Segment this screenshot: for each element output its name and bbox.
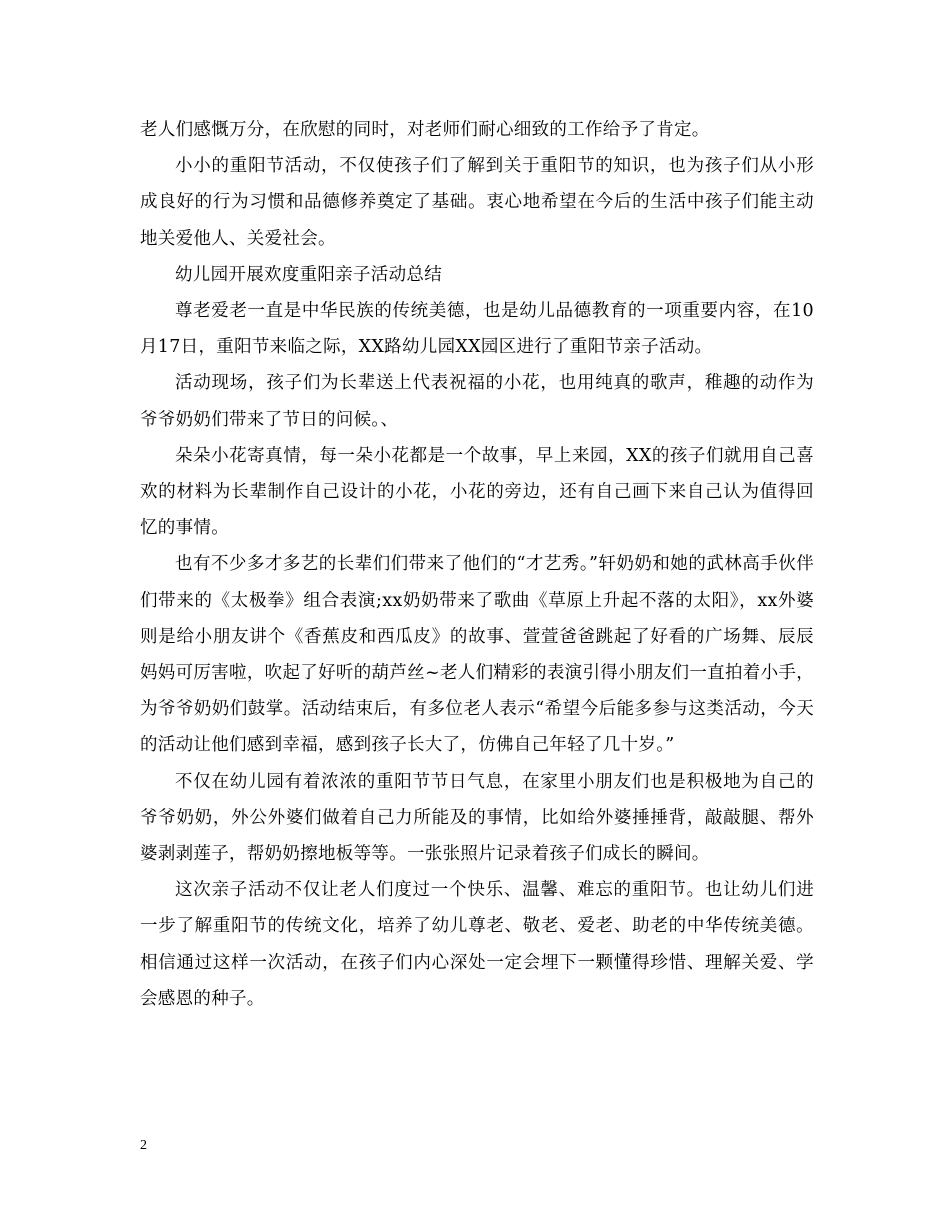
paragraph: 小小的重阳节活动，不仅使孩子们了解到关于重阳节的知识，也为孩子们从小形成良好的行为习惯和品德修养奠定了基础。衷心地希望在今后的生活中孩子们能主动地关爱他人、关爱社会。	[140, 156, 814, 249]
paragraph: 这次亲子活动不仅让老人们度过一个快乐、温馨、难忘的重阳节。也让幼儿们进一步了解重阳节的传统文化，培养了幼儿尊老、敬老、爱老、助老的中华传统美德。相信通过这样一次活动，在孩子们内心深处一定会埋下一颗懂得珍惜、理解关爱、学会感恩的种子。	[140, 880, 814, 1009]
paragraph: 尊老爱老一直是中华民族的传统美德，也是幼儿品德教育的一项重要内容，在10月17日，重阳节来临之际，XX路幼儿园XX园区进行了重阳节亲子活动。	[140, 301, 814, 358]
paragraph-continuation: 老人们感慨万分，在欣慰的同时，对老师们耐心细致的工作给予了肯定。	[140, 120, 710, 140]
paragraph: 也有不少多才多艺的长辈们们带来了他们的“才艺秀。”轩奶奶和她的武林高手伙伴们带来的《太极拳》组合表演;xx奶奶带来了歌曲《草原上升起不落的太阳》，xx外婆则是给小朋友讲个《香蕉皮和西瓜皮》的故事、萱萱爸爸跳起了好看的广场舞、辰辰妈妈可厉害啦，吹起了好听的葫芦丝~老人们精彩的表演引得小朋友们一直拍着小手，为爷爷奶奶们鼓掌。活动结束后，有多位老人表示“希望今后能多参与这类活动，今天的活动让他们感到幸福，感到孩子长大了，仿佛自己年轻了几十岁。”	[140, 554, 814, 756]
paragraph: 朵朵小花寄真情，每一朵小花都是一个故事，早上来园，XX的孩子们就用自己喜欢的材料为长辈制作自己设计的小花，小花的旁边，还有自己画下来自己认为值得回忆的事情。	[140, 445, 814, 539]
paragraph: 不仅在幼儿园有着浓浓的重阳节节日气息，在家里小朋友们也是积极地为自己的爷爷奶奶，外公外婆们做着自己力所能及的事情，比如给外婆捶捶背，敲敲腿、帮外婆剥剥莲子，帮奶奶擦地板等等。一张张照片记录着孩子们成长的瞬间。	[140, 771, 814, 865]
paragraph: 活动现场，孩子们为长辈送上代表祝福的小花，也用纯真的歌声，稚趣的动作为爷爷奶奶们带来了节日的问候。、	[140, 373, 814, 430]
page-number: 2	[140, 1138, 147, 1153]
section-title: 幼儿园开展欢度重阳亲子活动总结	[175, 264, 442, 285]
document-body	[140, 112, 814, 1017]
